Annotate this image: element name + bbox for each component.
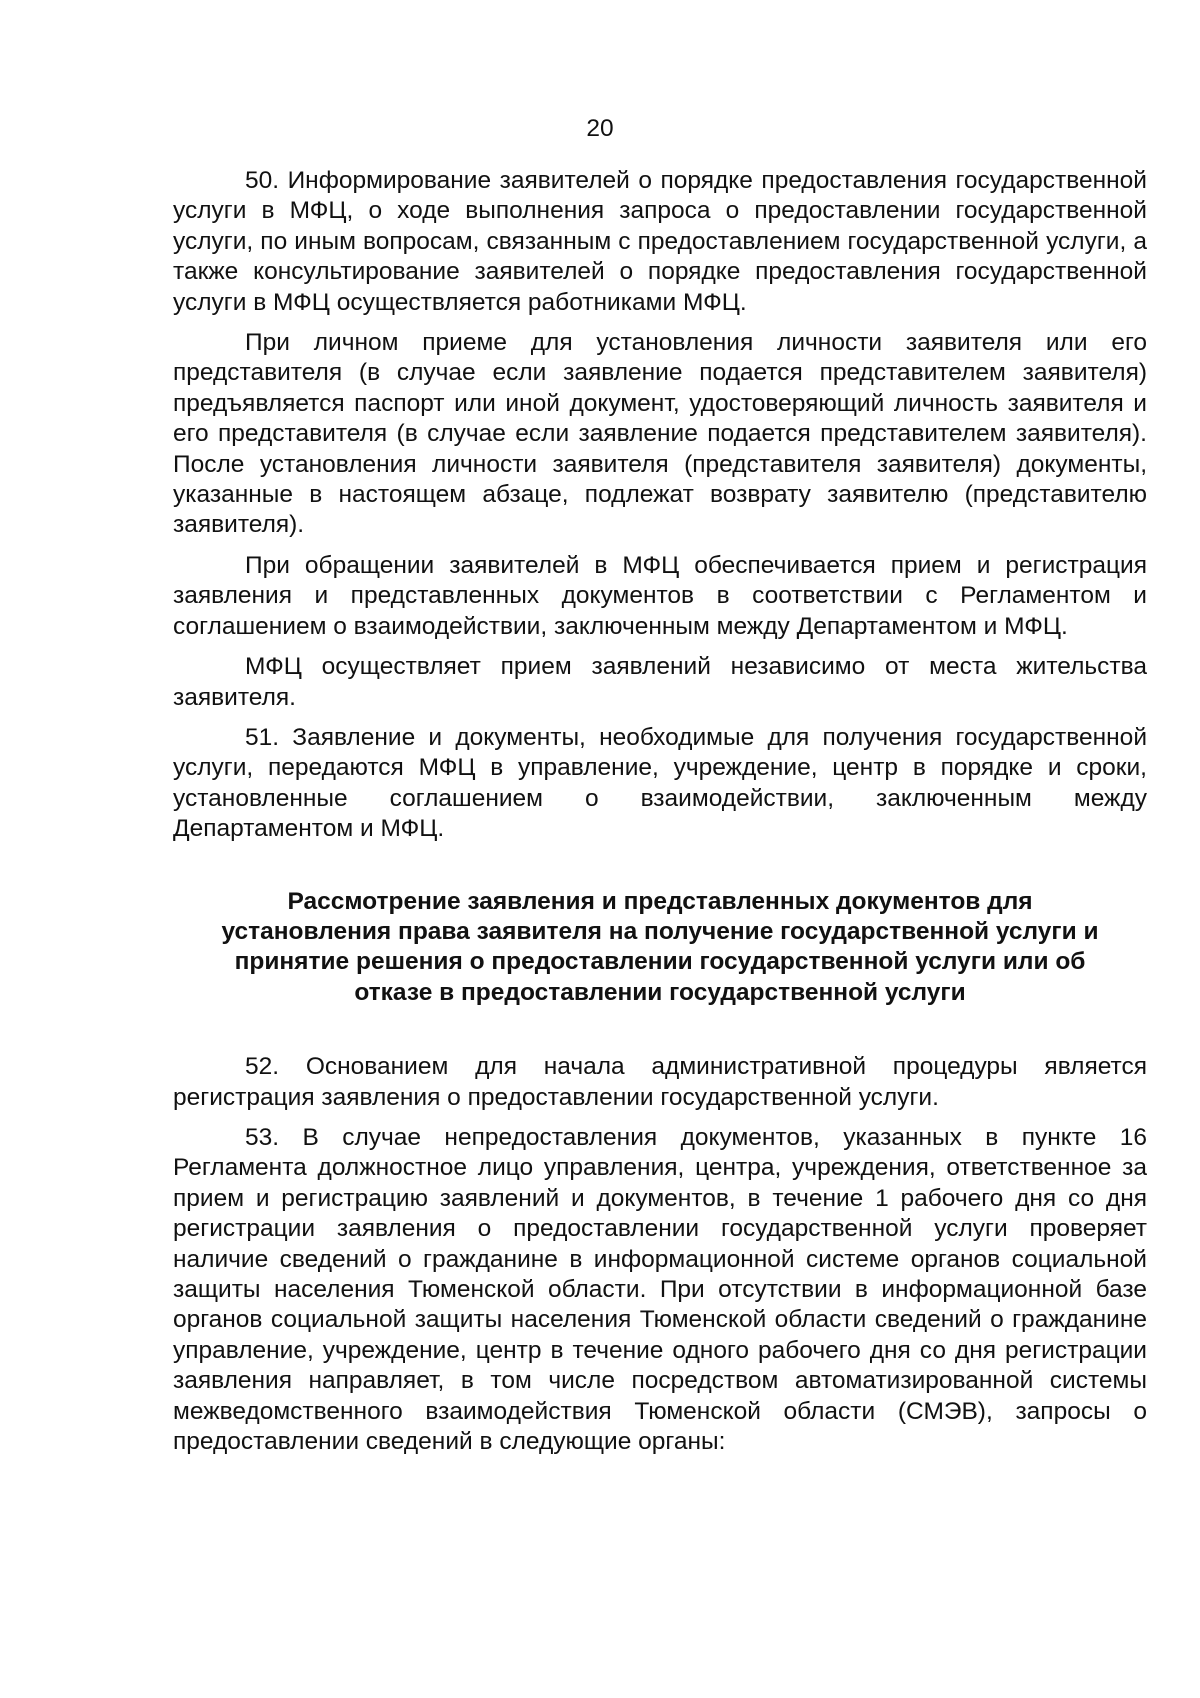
paragraph-51: 51. Заявление и документы, необходимые для получения государственной услуги, передаются МФЦ в управление, учреждение, центр в порядке и сроки, установленные соглашением о взаимодействии, заключенным между Департаментом и МФЦ. <box>173 723 1147 843</box>
section-heading: Рассмотрение заявления и представленных документов для установления права заявителя на получение государственной услуги и принятие решения о предоставлении государственной услуги или об отказе в предоставлении государственной услуги <box>221 887 1099 1006</box>
paragraph-mfc-registration: При обращении заявителей в МФЦ обеспечивается прием и регистрация заявления и представленных документов в соответствии с Регламентом и соглашением о взаимодействии, заключенным между Департаментом и МФЦ. <box>173 551 1147 640</box>
document-body <box>173 166 1147 1467</box>
page-number: 20 <box>586 115 614 142</box>
paragraph-52: 52. Основанием для начала административной процедуры является регистрация заявления о предоставлении государственной услуги. <box>173 1053 1147 1111</box>
paragraph-mfc-acceptance: МФЦ осуществляет прием заявлений независимо от места жительства заявителя. <box>173 653 1147 711</box>
paragraph-53: 53. В случае непредоставления документов, указанных в пункте 16 Регламента должностное лицо управления, центра, учреждения, ответственное за прием и регистрацию заявлений и документов, в течение 1 рабочего дня со дня регистрации заявления о предоставлении государственной услуги проверяет наличие сведений о гражданине в информационной системе органов социальной защиты населения Тюменской области. При отсутствии в информационной базе органов социальной защиты населения Тюменской области сведений о гражданине управление, учреждение, центр в течение одного рабочего дня со дня регистрации заявления направляет, в том числе посредством автоматизированной системы межведомственного взаимодействия Тюменской области (СМЭВ), запросы о предоставлении сведений в следующие органы: <box>173 1123 1147 1456</box>
paragraph-50: 50. Информирование заявителей о порядке предоставления государственной услуги в МФЦ, о ходе выполнения запроса о предоставлении государственной услуги, по иным вопросам, связанным с предоставлением государственной услуги, а также консультирование заявителей о порядке предоставления государственной услуги в МФЦ осуществляется работниками МФЦ. <box>173 167 1147 316</box>
paragraph-personal-reception: При личном приеме для установления личности заявителя или его представителя (в случае если заявление подается представителем заявителя) предъявляется паспорт или иной документ, удостоверяющий личность заявителя и его представителя (в случае если заявление подается представителем заявителя). После установления личности заявителя (представителя заявителя) документы, указанные в настоящем абзаце, подлежат возврату заявителю (представителю заявителя). <box>173 329 1147 539</box>
